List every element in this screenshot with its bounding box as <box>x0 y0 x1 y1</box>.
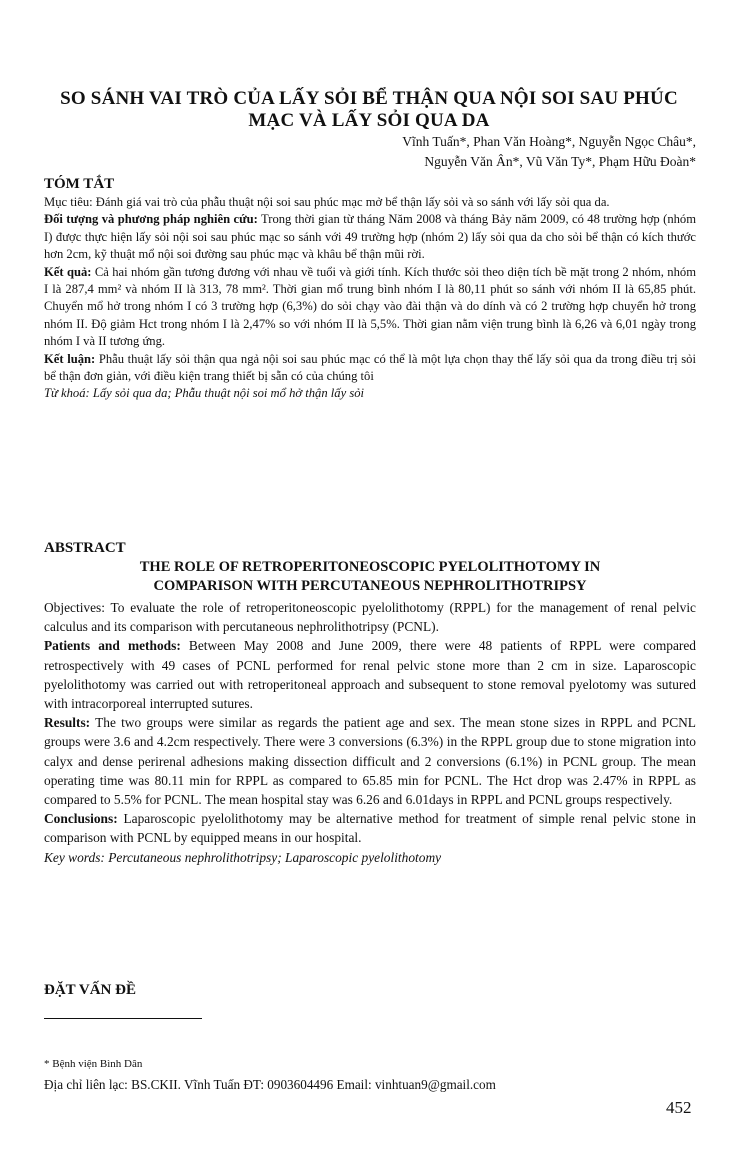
author-list <box>196 132 696 172</box>
vn-results-label: Kết quả: <box>44 264 92 279</box>
paper-title-vn <box>40 88 698 132</box>
authors-line-1: Vĩnh Tuấn*, Phan Văn Hoàng*, Nguyễn Ngọc Châu*, <box>402 134 696 149</box>
en-results-label: Results: <box>44 715 91 731</box>
en-results-paragraph <box>44 713 696 809</box>
en-conclusion-label: Conclusions: <box>44 811 118 827</box>
vn-abstract-heading: TÓM TẮT <box>44 176 115 192</box>
en-objective: Objectives: To evaluate the role of retroperitoneoscopic pyelolithotomy (RPPL) for the management of renal pelvic calculus and its comparison with percutaneous nephrolithotripsy (PCNL). <box>44 600 696 635</box>
title-line-2: MẠC VÀ LẤY SỎI QUA DA <box>248 110 490 131</box>
vn-results-text: Cả hai nhóm gần tương đương với nhau về tuổi và giới tính. Kích thước sỏi theo diện tích bề mặt trong 2 nhóm, nhóm I là 287,4 mm² và nhóm II là 313, 78 mm². Thời gian mổ trung bình nhóm I là 80,11 phút so sánh với nhóm II là 65,85 phút. Chuyển mổ hở trong nhóm I có 3 trường hợp (6,3%) do sỏi chạy vào đài thận và do dính và có 2 trường hợp chuyển hở trong nhóm II. Độ giảm Hct trong nhóm I là 2,47% so với nhóm II là 5,5%. Thời gian nằm viện trung bình là 6,26 và 6,01 ngày trong nhóm I và II tương ứng. <box>44 264 696 349</box>
en-conclusion-text: Laparoscopic pyelolithotomy may be alternative method for treatment of simple renal pelvic stone in comparison with PCNL by equipped means in our hospital. <box>44 811 696 846</box>
en-keywords: Key words: Percutaneous nephrolithotripsy; Laparoscopic pyelolithotomy <box>44 849 442 865</box>
vn-methods-text: Trong thời gian từ tháng Năm 2008 và tháng Bảy năm 2009, có 48 trường hợp (nhóm I) được thực hiện lấy sỏi nội soi sau phúc mạc so sánh với 49 trường hợp (nhóm 2) lấy sỏi qua da cho sỏi bể thận có kích thước hơn 2cm, kỹ thuật mổ nội soi đường sau phúc mạc và khâu bể thận mũi rời. <box>44 212 697 262</box>
en-title-line-1: THE ROLE OF RETROPERITONEOSCOPIC PYELOLITHOTOMY IN <box>139 559 601 575</box>
en-abstract-heading: ABSTRACT <box>44 540 126 556</box>
vn-results-paragraph <box>44 264 696 351</box>
en-methods-text: Between May 2008 and June 2009, there were 48 patients of RPPL were compared retrospectively with 49 cases of PCNL performed for renal pelvic stone more than 2 cm in size. Laparoscopic pyelolithotomy was carried out with retroperitoneal approach and subsequent to stone removal pyelotomy was sutured with intracorporeal interrupted sutures. <box>44 638 697 712</box>
footnote-divider <box>44 1018 202 1019</box>
footnote-contact: Địa chỉ liên lạc: BS.CKII. Vĩnh Tuấn ĐT: 0903604496 Email: vinhtuan9@gmail.com <box>44 1077 496 1092</box>
page-number: 452 <box>666 1098 692 1117</box>
vn-methods-paragraph <box>44 211 696 263</box>
vn-conclusion-label: Kết luận: <box>44 351 96 366</box>
en-methods-label: Patients and methods: <box>44 638 181 654</box>
introduction-heading: ĐẶT VẤN ĐỀ <box>44 982 136 998</box>
paper-title-en <box>60 558 680 596</box>
vn-methods-label: Đối tượng và phương pháp nghiên cứu: <box>44 212 258 227</box>
en-conclusion-paragraph <box>44 809 696 847</box>
vn-abstract-body <box>44 194 696 403</box>
vn-objective: Mục tiêu: Đánh giá vai trò của phẫu thuật nội soi sau phúc mạc mở bể thận lấy sỏi và so sánh với lấy sỏi qua da. <box>44 195 610 209</box>
en-results-text: The two groups were similar as regards the patient age and sex. The mean stone sizes in RPPL and PCNL groups were 3.6 and 4.2cm respectively. There were 3 conversions (6.3%) in the RPPL group due to stone migration into calyx and dense perirenal adhesions making dissection difficult and 2 conversions (6.1%) in PCNL group. The mean operating time was 80.11 min for RPPL as compared to 65.85 min for PCNL. The Hct drop was 2.47% in RPPL as compared to 5.5% for PCNL. The mean hospital stay was 6.26 and 6.01days in RPPL and PCNL groups respectively. <box>44 715 696 808</box>
title-line-1: SO SÁNH VAI TRÒ CỦA LẤY SỎI BỂ THẬN QUA NỘI SOI SAU PHÚC <box>60 88 678 109</box>
vn-conclusion-text: Phẫu thuật lấy sỏi thận qua ngả nội soi sau phúc mạc có thể là một lựa chọn thay thế lấy sỏi qua da trong điều trị sỏi bể thận đơn giản, với điều kiện trang thiết bị sẵn có của chúng tôi <box>44 351 696 384</box>
vn-conclusion-paragraph <box>44 351 696 386</box>
vn-keywords: Từ khoá: Lấy sỏi qua da; Phẫu thuật nội soi mổ hở thận lấy sỏi <box>44 386 365 401</box>
en-title-line-2: COMPARISON WITH PERCUTANEOUS NEPHROLITHOTRIPSY <box>153 578 587 594</box>
en-methods-paragraph <box>44 636 696 713</box>
en-abstract-body <box>44 598 696 867</box>
authors-line-2: Nguyễn Văn Ân*, Vũ Văn Ty*, Phạm Hữu Đoàn* <box>424 154 696 169</box>
footnote-affiliation: * Bệnh viện Bình Dân <box>44 1058 143 1070</box>
